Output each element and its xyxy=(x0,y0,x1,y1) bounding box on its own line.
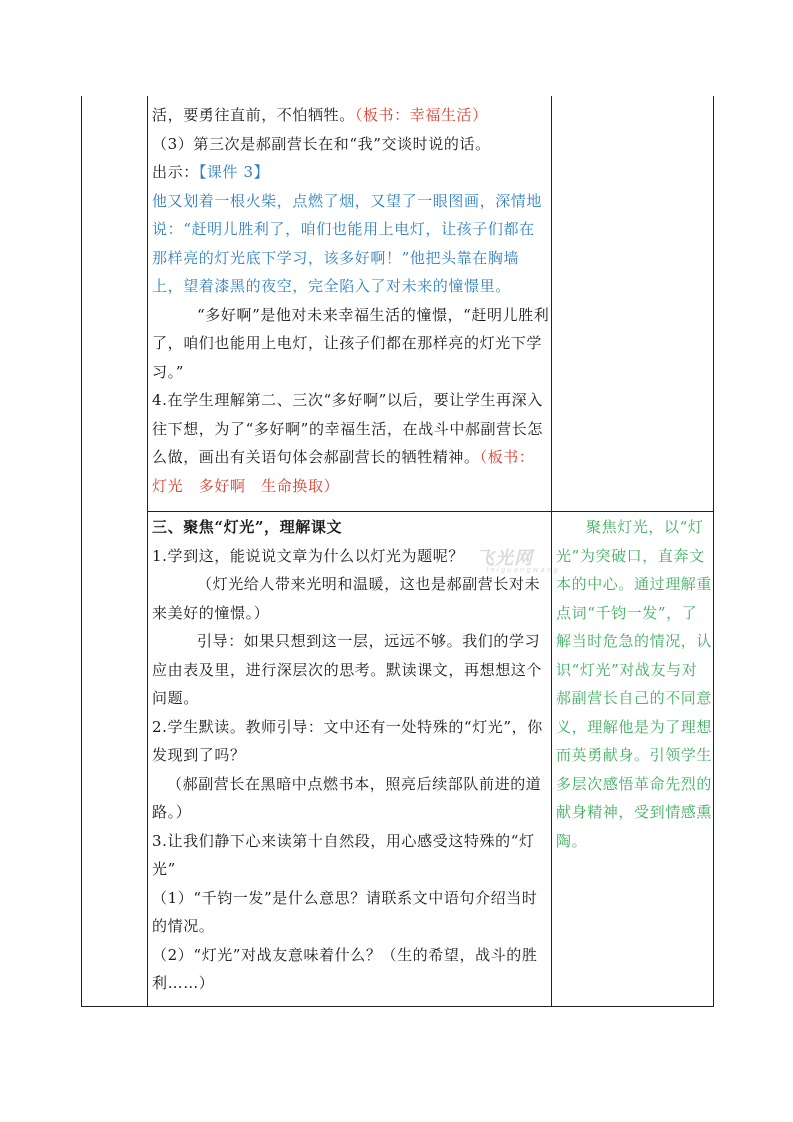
show-courseware xyxy=(152,158,550,187)
table-left-border xyxy=(81,96,82,1006)
design-intent-note: 聚焦灯光，以“灯光”为突破口，直奔文本的中心。通过理解重点词“千钧一发”，了解当时危急的情况，认识“灯光”对战友与对郝副营长自己的不同意义，理解他是为了理想而英勇献身。引领学生多层次感悟革命先烈的献身精神，受到情感熏陶。 xyxy=(556,518,713,850)
guide-1: 引导：如果只想到这一层，远远不够。我们的学习应由表及里，进行深层次的思考。默读课文，再想想这个问题。 xyxy=(152,632,543,707)
table-bottom-border xyxy=(81,1006,714,1007)
answer-1: （灯光给人带来光明和温暖，这也是郝副营长对未来美好的憧憬。） xyxy=(152,575,541,622)
question-2: 2.学生默读。教师引导：文中还有一处特殊的“灯光”，你发现到了吗？ xyxy=(152,717,543,764)
main-cell-lower xyxy=(152,513,550,998)
paragraph-continuation xyxy=(152,101,550,130)
courseware-tag: 【课件 3】 xyxy=(198,163,270,181)
question-1: 1.学到这，能说说文章为什么以灯光为题呢？ xyxy=(152,546,464,565)
watermark-logo xyxy=(476,544,560,574)
point-3: （3）第三次是郝副营长在和“我”交谈时说的话。 xyxy=(152,134,491,153)
main-cell-upper xyxy=(152,101,550,500)
table-column-divider-1 xyxy=(147,96,148,1006)
section-title: 三、聚焦“灯光”，理解课文 xyxy=(152,518,343,536)
question-3-1: （1）“千钧一发”是什么意思？请联系文中语句介绍当时的情况。 xyxy=(152,888,538,935)
watermark-subtext: feiguangwang xyxy=(486,566,560,574)
board-note: （板书：幸福生活） xyxy=(354,106,488,124)
board-note: （板书：灯光 多好啊 生命换取） xyxy=(152,448,535,495)
step-4-text: 4.在学生理解第二、三次“多好啊”以后，要让学生再深入往下想，为了“多好啊”的幸福生活，在战斗中郝副营长怎么做，画出有关语句体会郝副营长的牺牲精神。 xyxy=(152,391,543,466)
question-3: 3.让我们静下心来读第十自然段，用心感受这特殊的“灯光” xyxy=(152,831,535,878)
show-label: 出示： xyxy=(152,163,199,181)
courseware-quote: 他又划着一根火柴，点燃了烟，又望了一眼图画，深情地说：“赶明儿胜利了，咱们也能用上电灯，让孩子们都在那样亮的灯光底下学习，该多好啊！”他把头靠在胸墙上，望着漆黑的夜空，完全陷入了对未来的憧憬里。 xyxy=(152,191,543,295)
quote-analysis: “多好啊”是他对未来幸福生活的憧憬，“赶明儿胜利了，咱们也能用上电灯，让孩子们都在那样亮的灯光下学习。” xyxy=(152,305,550,381)
question-3-2: （2）“灯光”对战友意味着什么？（生的希望，战斗的胜利……） xyxy=(152,945,538,992)
table-right-border xyxy=(713,96,714,1006)
answer-2: （郝副营长在黑暗中点燃书本，照亮后续部队前进的道路。） xyxy=(152,774,542,821)
side-cell-note xyxy=(556,513,712,855)
watermark-text: 飞光网 xyxy=(476,548,533,569)
step-4 xyxy=(152,386,550,500)
body-text: 活，要勇往直前，不怕牺牲。 xyxy=(152,106,355,124)
row-divider xyxy=(147,511,714,512)
